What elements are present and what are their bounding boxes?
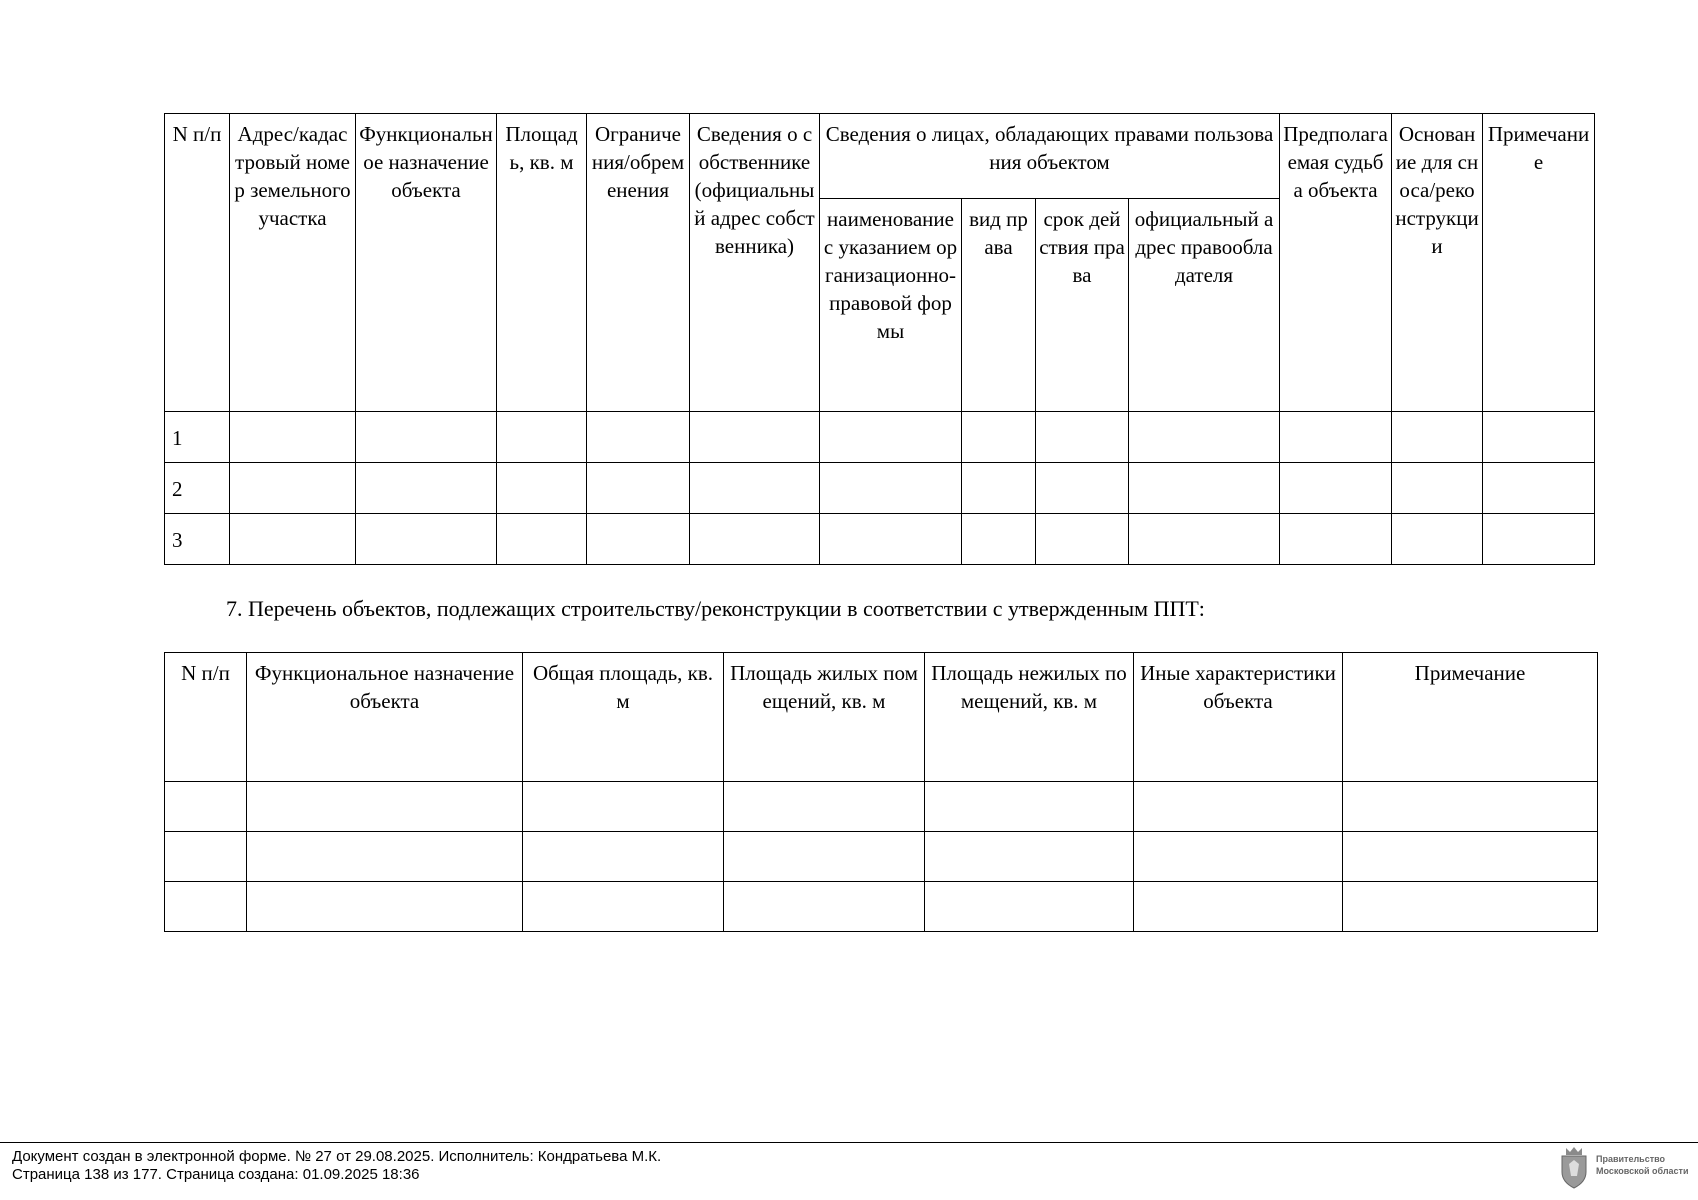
- table-cell: [1483, 514, 1595, 565]
- table-cell: [1483, 412, 1595, 463]
- table-row: [165, 514, 1595, 565]
- table-cell: [1036, 514, 1129, 565]
- header-note: Примечание: [1483, 114, 1595, 412]
- table-cell: [356, 412, 497, 463]
- objects-rights-table: [164, 113, 1595, 565]
- table-cell: [724, 832, 925, 882]
- table-row: [165, 832, 1598, 882]
- header-owner: Сведения о собственнике (официальный адрес собственника): [690, 114, 820, 412]
- table-cell: [690, 514, 820, 565]
- emblem-line-2: Московской области: [1596, 1166, 1689, 1176]
- table-cell: [1343, 782, 1598, 832]
- table-cell: [724, 782, 925, 832]
- row-number: 2: [165, 463, 230, 514]
- table-cell: [247, 832, 523, 882]
- table-cell: [925, 882, 1134, 932]
- table-cell: [1343, 882, 1598, 932]
- table-cell: [1392, 514, 1483, 565]
- table-cell: [1483, 463, 1595, 514]
- table-row: [165, 412, 1595, 463]
- table-cell: [523, 832, 724, 882]
- table-cell: [356, 514, 497, 565]
- table-cell: [523, 782, 724, 832]
- table-cell: [165, 832, 247, 882]
- table-cell: [820, 412, 962, 463]
- emblem-line-1: Правительство: [1596, 1154, 1666, 1164]
- document-footer: [12, 1148, 661, 1184]
- table-cell: [1343, 832, 1598, 882]
- header-rights-name: наименование с указанием организационно-правовой формы: [820, 199, 962, 412]
- header-fate: Предполагаемая судьба объекта: [1280, 114, 1392, 412]
- header-basis: Основание для сноса/реконструкции: [1392, 114, 1483, 412]
- header-num: N п/п: [165, 653, 247, 782]
- table-cell: [356, 463, 497, 514]
- table-cell: [587, 412, 690, 463]
- table-cell: [820, 514, 962, 565]
- table-cell: [1392, 463, 1483, 514]
- footer-page-info: Страница 138 из 177. Страница создана: 01.09.2025 18:36: [12, 1166, 420, 1183]
- table-cell: [1134, 832, 1343, 882]
- table-cell: [1134, 882, 1343, 932]
- header-residential-area: Площадь жилых помещений, кв. м: [724, 653, 925, 782]
- header-rights-address: официальный адрес правообладателя: [1129, 199, 1280, 412]
- table-cell: [1129, 514, 1280, 565]
- table-cell: [1036, 463, 1129, 514]
- header-rights-type: вид права: [962, 199, 1036, 412]
- table-cell: [1280, 514, 1392, 565]
- table-cell: [962, 412, 1036, 463]
- table-cell: [165, 782, 247, 832]
- header-nonresidential-area: Площадь нежилых помещений, кв. м: [925, 653, 1134, 782]
- table-cell: [587, 463, 690, 514]
- table-cell: [925, 832, 1134, 882]
- table-cell: [820, 463, 962, 514]
- header-note: Примечание: [1343, 653, 1598, 782]
- table-cell: [724, 882, 925, 932]
- construction-objects-table: [164, 652, 1598, 932]
- header-total-area: Общая площадь, кв. м: [523, 653, 724, 782]
- header-num: N п/п: [165, 114, 230, 412]
- row-number: 3: [165, 514, 230, 565]
- government-emblem: [1556, 1144, 1694, 1190]
- table-cell: [925, 782, 1134, 832]
- header-function: Функциональное назначение объекта: [356, 114, 497, 412]
- table-cell: [497, 412, 587, 463]
- header-function: Функциональное назначение объекта: [247, 653, 523, 782]
- section-7-heading: 7. Перечень объектов, подлежащих строительству/реконструкции в соответствии с утвержденным ППТ:: [226, 596, 1205, 621]
- footer-document-info: Документ создан в электронной форме. № 27 от 29.08.2025. Исполнитель: Кондратьева М.К.: [12, 1148, 662, 1165]
- table-cell: [1129, 463, 1280, 514]
- table-row: [165, 882, 1598, 932]
- table-cell: [247, 782, 523, 832]
- table-cell: [1129, 412, 1280, 463]
- table-cell: [690, 412, 820, 463]
- table-cell: [230, 463, 356, 514]
- table-row: [165, 463, 1595, 514]
- table-cell: [962, 514, 1036, 565]
- table-cell: [587, 514, 690, 565]
- coat-of-arms-icon: [1556, 1144, 1592, 1190]
- table-cell: [1280, 463, 1392, 514]
- table-cell: [1280, 412, 1392, 463]
- table-cell: [165, 882, 247, 932]
- header-other: Иные характеристики объекта: [1134, 653, 1343, 782]
- header-address: Адрес/кадастровый номер земельного участка: [230, 114, 356, 412]
- table-cell: [690, 463, 820, 514]
- header-rights-group: Сведения о лицах, обладающих правами пользования объектом: [820, 114, 1280, 199]
- header-area: Площадь, кв. м: [497, 114, 587, 412]
- table-cell: [1392, 412, 1483, 463]
- footer-divider: [0, 1142, 1698, 1143]
- table-cell: [1134, 782, 1343, 832]
- row-number: 1: [165, 412, 230, 463]
- table-cell: [497, 463, 587, 514]
- header-restrictions: Ограничения/обременения: [587, 114, 690, 412]
- table-cell: [1036, 412, 1129, 463]
- header-rights-term: срок действия права: [1036, 199, 1129, 412]
- table-cell: [247, 882, 523, 932]
- table-cell: [230, 412, 356, 463]
- table-cell: [962, 463, 1036, 514]
- table-cell: [497, 514, 587, 565]
- table-cell: [230, 514, 356, 565]
- table-cell: [523, 882, 724, 932]
- table-row: [165, 782, 1598, 832]
